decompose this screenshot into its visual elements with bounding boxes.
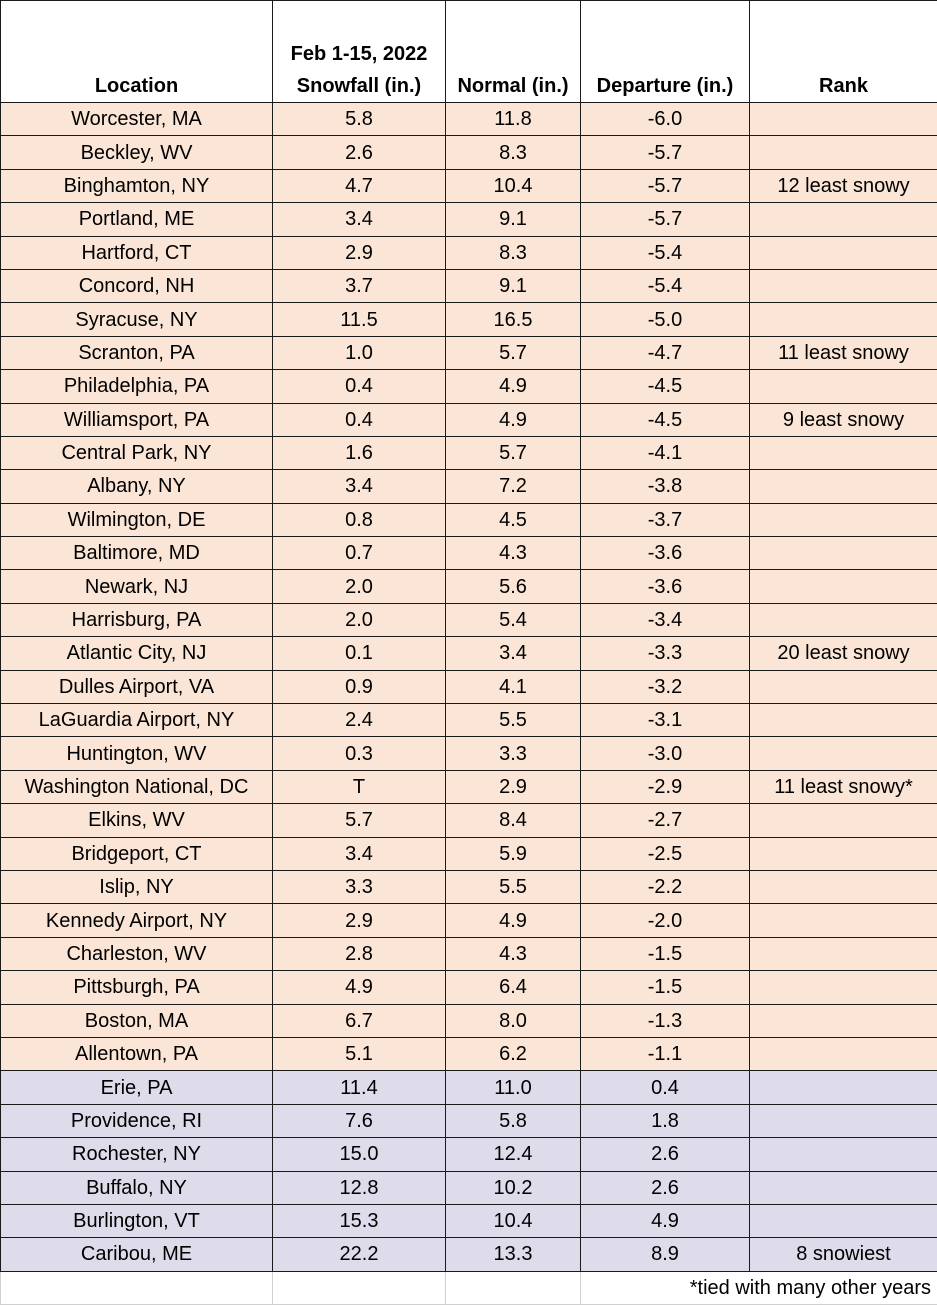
cell-rank [750,837,937,870]
header-rank: Rank [750,1,937,103]
cell-normal: 13.3 [446,1238,581,1271]
cell-location: Elkins, WV [1,804,273,837]
cell-location: Allentown, PA [1,1037,273,1070]
cell-departure: -3.0 [581,737,750,770]
cell-normal: 8.3 [446,236,581,269]
table-row [1,1238,937,1271]
cell-normal: 4.3 [446,937,581,970]
cell-normal: 8.4 [446,804,581,837]
cell-normal: 5.8 [446,1104,581,1137]
cell-departure: -5.7 [581,203,750,236]
cell-snowfall: 5.7 [273,804,446,837]
cell-normal: 3.4 [446,637,581,670]
cell-normal: 5.5 [446,870,581,903]
cell-location: Binghamton, NY [1,169,273,202]
cell-location: Scranton, PA [1,336,273,369]
cell-departure: -3.6 [581,570,750,603]
cell-departure: -4.1 [581,436,750,469]
cell-snowfall: 2.0 [273,603,446,636]
table-row [1,1004,937,1037]
cell-snowfall: 7.6 [273,1104,446,1137]
cell-location: Huntington, WV [1,737,273,770]
cell-departure: 2.6 [581,1138,750,1171]
table-header [1,1,937,103]
cell-departure: -6.0 [581,103,750,136]
cell-location: Atlantic City, NJ [1,637,273,670]
cell-departure: -3.2 [581,670,750,703]
cell-normal: 5.9 [446,837,581,870]
table-row [1,670,937,703]
cell-location: Newark, NJ [1,570,273,603]
cell-rank [750,1204,937,1237]
cell-snowfall: 0.9 [273,670,446,703]
table-row [1,570,937,603]
table-row [1,904,937,937]
cell-normal: 4.1 [446,670,581,703]
cell-normal: 5.5 [446,704,581,737]
table-body [1,103,937,1305]
table-row [1,603,937,636]
empty-cell [1,1271,273,1304]
cell-location: Central Park, NY [1,436,273,469]
cell-rank [750,804,937,837]
cell-rank [750,603,937,636]
cell-rank: 8 snowiest [750,1238,937,1271]
cell-location: Kennedy Airport, NY [1,904,273,937]
cell-normal: 5.7 [446,336,581,369]
cell-departure: -2.5 [581,837,750,870]
cell-normal: 8.0 [446,1004,581,1037]
cell-departure: -3.3 [581,637,750,670]
cell-normal: 3.3 [446,737,581,770]
cell-rank: 20 least snowy [750,637,937,670]
cell-snowfall: 1.0 [273,336,446,369]
table-row [1,1204,937,1237]
cell-snowfall: 5.1 [273,1037,446,1070]
cell-rank [750,436,937,469]
cell-departure: 8.9 [581,1238,750,1271]
cell-snowfall: 2.4 [273,704,446,737]
cell-location: Providence, RI [1,1104,273,1137]
cell-departure: 2.6 [581,1171,750,1204]
cell-rank [750,203,937,236]
cell-snowfall: 3.7 [273,269,446,302]
cell-rank [750,269,937,302]
cell-location: Boston, MA [1,1004,273,1037]
cell-departure: -5.7 [581,169,750,202]
footnote-row [1,1271,937,1304]
cell-normal: 11.8 [446,103,581,136]
header-normal: Normal (in.) [446,1,581,103]
cell-rank [750,1138,937,1171]
cell-snowfall: 0.8 [273,503,446,536]
cell-normal: 11.0 [446,1071,581,1104]
table-row [1,937,937,970]
cell-snowfall: 3.4 [273,470,446,503]
cell-normal: 5.7 [446,436,581,469]
cell-location: Harrisburg, PA [1,603,273,636]
cell-rank [750,303,937,336]
cell-location: Worcester, MA [1,103,273,136]
cell-rank [750,503,937,536]
table-row [1,503,937,536]
cell-rank [750,1104,937,1137]
cell-normal: 6.2 [446,1037,581,1070]
cell-departure: -2.0 [581,904,750,937]
cell-snowfall: 0.1 [273,637,446,670]
table-row [1,637,937,670]
cell-rank [750,1037,937,1070]
cell-rank [750,704,937,737]
cell-normal: 5.6 [446,570,581,603]
table-row [1,704,937,737]
cell-rank: 11 least snowy [750,336,937,369]
cell-normal: 7.2 [446,470,581,503]
cell-departure: -3.1 [581,704,750,737]
cell-location: Islip, NY [1,870,273,903]
table-row [1,537,937,570]
table-row [1,804,937,837]
cell-location: LaGuardia Airport, NY [1,704,273,737]
cell-departure: -1.3 [581,1004,750,1037]
table-row [1,837,937,870]
cell-departure: 4.9 [581,1204,750,1237]
header-departure: Departure (in.) [581,1,750,103]
table-row [1,269,937,302]
cell-normal: 4.9 [446,370,581,403]
cell-rank [750,470,937,503]
cell-normal: 9.1 [446,269,581,302]
cell-location: Philadelphia, PA [1,370,273,403]
cell-location: Rochester, NY [1,1138,273,1171]
cell-rank [750,236,937,269]
cell-snowfall: 0.4 [273,370,446,403]
cell-departure: -4.5 [581,403,750,436]
cell-location: Caribou, ME [1,1238,273,1271]
cell-departure: -2.7 [581,804,750,837]
cell-normal: 4.5 [446,503,581,536]
cell-snowfall: 0.7 [273,537,446,570]
cell-location: Burlington, VT [1,1204,273,1237]
header-row [1,1,937,103]
cell-rank: 12 least snowy [750,169,937,202]
table-row [1,1171,937,1204]
cell-rank: 11 least snowy* [750,770,937,803]
cell-rank [750,136,937,169]
cell-snowfall: 3.3 [273,870,446,903]
table-row [1,303,937,336]
cell-rank [750,870,937,903]
cell-normal: 6.4 [446,971,581,1004]
cell-departure: -3.7 [581,503,750,536]
header-snowfall [273,1,446,103]
cell-normal: 10.4 [446,1204,581,1237]
cell-normal: 2.9 [446,770,581,803]
table-row [1,436,937,469]
cell-snowfall: 4.9 [273,971,446,1004]
cell-snowfall: 6.7 [273,1004,446,1037]
cell-snowfall: 5.8 [273,103,446,136]
cell-snowfall: 15.3 [273,1204,446,1237]
cell-snowfall: 2.0 [273,570,446,603]
cell-location: Concord, NH [1,269,273,302]
cell-rank [750,670,937,703]
table-row [1,870,937,903]
table-row [1,336,937,369]
cell-rank [750,1071,937,1104]
cell-departure: -4.7 [581,336,750,369]
table-row [1,470,937,503]
cell-snowfall: 2.9 [273,236,446,269]
cell-departure: -3.4 [581,603,750,636]
cell-rank [750,904,937,937]
table-row [1,103,937,136]
cell-snowfall: 11.4 [273,1071,446,1104]
cell-departure: -5.7 [581,136,750,169]
cell-rank [750,537,937,570]
table-row [1,136,937,169]
empty-cell [446,1271,581,1304]
cell-snowfall: 12.8 [273,1171,446,1204]
cell-departure: -4.5 [581,370,750,403]
cell-rank [750,103,937,136]
cell-snowfall: 1.6 [273,436,446,469]
header-snowfall-line1: Feb 1-15, 2022 [291,43,428,65]
cell-location: Baltimore, MD [1,537,273,570]
cell-snowfall: 4.7 [273,169,446,202]
empty-cell [273,1271,446,1304]
cell-snowfall: 2.6 [273,136,446,169]
table-row [1,737,937,770]
cell-departure: -5.4 [581,236,750,269]
cell-normal: 12.4 [446,1138,581,1171]
cell-location: Buffalo, NY [1,1171,273,1204]
cell-snowfall: 2.8 [273,937,446,970]
cell-snowfall: 11.5 [273,303,446,336]
cell-location: Portland, ME [1,203,273,236]
cell-location: Pittsburgh, PA [1,971,273,1004]
cell-location: Williamsport, PA [1,403,273,436]
cell-location: Beckley, WV [1,136,273,169]
cell-normal: 10.4 [446,169,581,202]
table-row [1,1138,937,1171]
cell-snowfall: T [273,770,446,803]
cell-location: Syracuse, NY [1,303,273,336]
cell-normal: 16.5 [446,303,581,336]
cell-location: Albany, NY [1,470,273,503]
cell-snowfall: 0.4 [273,403,446,436]
cell-location: Dulles Airport, VA [1,670,273,703]
cell-snowfall: 15.0 [273,1138,446,1171]
cell-rank: 9 least snowy [750,403,937,436]
table-row [1,1071,937,1104]
table-row [1,770,937,803]
cell-snowfall: 3.4 [273,837,446,870]
cell-rank [750,937,937,970]
cell-normal: 4.9 [446,904,581,937]
cell-departure: -5.4 [581,269,750,302]
cell-location: Hartford, CT [1,236,273,269]
cell-rank [750,971,937,1004]
header-snowfall-line2: Snowfall (in.) [297,75,421,97]
cell-departure: -1.5 [581,971,750,1004]
cell-location: Charleston, WV [1,937,273,970]
cell-departure: -3.8 [581,470,750,503]
cell-snowfall: 22.2 [273,1238,446,1271]
table-row [1,1037,937,1070]
table-row [1,1104,937,1137]
cell-normal: 4.9 [446,403,581,436]
cell-rank [750,570,937,603]
cell-location: Washington National, DC [1,770,273,803]
cell-rank [750,737,937,770]
cell-location: Bridgeport, CT [1,837,273,870]
cell-normal: 10.2 [446,1171,581,1204]
cell-normal: 5.4 [446,603,581,636]
table-row [1,203,937,236]
cell-rank [750,1171,937,1204]
footnote: *tied with many other years [581,1271,937,1304]
cell-departure: 1.8 [581,1104,750,1137]
table-row [1,403,937,436]
cell-departure: -3.6 [581,537,750,570]
cell-departure: -1.1 [581,1037,750,1070]
table-row [1,971,937,1004]
cell-departure: 0.4 [581,1071,750,1104]
cell-normal: 4.3 [446,537,581,570]
cell-location: Erie, PA [1,1071,273,1104]
cell-snowfall: 0.3 [273,737,446,770]
cell-rank [750,1004,937,1037]
cell-departure: -2.2 [581,870,750,903]
table-row [1,236,937,269]
cell-snowfall: 3.4 [273,203,446,236]
table-row [1,169,937,202]
table-row [1,370,937,403]
cell-departure: -2.9 [581,770,750,803]
cell-rank [750,370,937,403]
cell-normal: 8.3 [446,136,581,169]
cell-departure: -1.5 [581,937,750,970]
cell-location: Wilmington, DE [1,503,273,536]
cell-snowfall: 2.9 [273,904,446,937]
cell-departure: -5.0 [581,303,750,336]
header-location: Location [1,1,273,103]
cell-normal: 9.1 [446,203,581,236]
